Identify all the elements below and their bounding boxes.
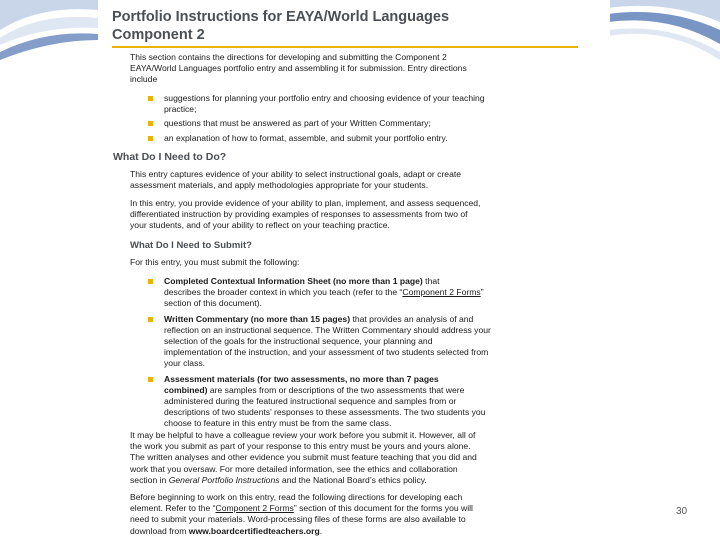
section1-paragraph-2 <box>130 198 600 232</box>
bold-text: Written Commentary (no more than 15 pages) <box>164 313 351 324</box>
website-link[interactable]: www.boardcertifiedteachers.org <box>188 525 320 536</box>
text-line: selection of the goals for the instructional sequence, your planning and <box>164 336 433 347</box>
section-heading-what-to-do: What Do I Need to Do? <box>113 151 227 163</box>
text-line: reflection on an instructional sequence. The Written Commentary should address your <box>164 324 491 335</box>
bold-text: combined) <box>164 384 208 395</box>
text-span: element. Refer to the “ <box>130 503 216 514</box>
text-line: need to submit your materials. Word-processing files of these forms are also available to <box>130 514 466 525</box>
text-line: EAYA/World Languages portfolio entry and assembling it for submission. Entry directions <box>130 63 467 74</box>
text-span: ” <box>480 287 484 298</box>
bullet-square-icon <box>148 377 153 382</box>
text-line: your students, and of your ability to reflect on your teaching practice. <box>130 220 390 231</box>
text-line: This entry captures evidence of your ability to select instructional goals, adapt or create <box>130 169 462 179</box>
section1-paragraph-1 <box>130 169 600 191</box>
list-item <box>146 314 606 370</box>
text-line <box>164 314 606 325</box>
bullet-square-icon <box>148 96 153 101</box>
review-paragraph <box>130 430 605 486</box>
submit-bullet-list <box>146 276 606 430</box>
text-line <box>130 503 605 514</box>
bullet-square-icon <box>148 317 153 322</box>
text-line: In this entry, you provide evidence of your ability to plan, implement, and assess sequenced, <box>130 198 481 208</box>
title-line-2: Component 2 <box>112 27 205 43</box>
intro-bullet-list <box>146 93 606 144</box>
text-span: section in <box>130 474 169 485</box>
begin-paragraph <box>130 492 605 537</box>
text-span: that provides an analysis of and <box>350 313 474 324</box>
document-page <box>100 0 610 540</box>
slide-page-number: 30 <box>676 506 688 517</box>
text-line: suggestions for planning your portfolio entry and choosing evidence of your teaching <box>164 93 485 103</box>
text-line: section of this document). <box>164 298 262 309</box>
text-span: describes the broader context in which you teach (refer to the “ <box>164 287 403 298</box>
text-span: download from <box>130 525 189 536</box>
text-line: practice; <box>164 104 197 115</box>
title-rule <box>112 46 578 48</box>
text-line: It may be helpful to have a colleague review your work before you submit it. However, all of <box>130 430 476 440</box>
text-line <box>164 385 606 396</box>
text-line <box>164 287 606 298</box>
list-item <box>146 118 606 129</box>
text-line: your class. <box>164 358 206 369</box>
text-line <box>164 276 606 287</box>
text-line: an explanation of how to format, assemble, and submit your portfolio entry. <box>164 132 448 143</box>
bold-text: Completed Contextual Information Sheet (no more than 1 page) <box>164 276 423 286</box>
list-item <box>146 93 606 115</box>
text-line <box>130 526 605 537</box>
text-line: This section contains the directions for developing and submitting the Component 2 <box>130 52 447 62</box>
component-2-forms-link[interactable]: Component 2 Forms <box>215 503 294 514</box>
bullet-square-icon <box>148 121 153 126</box>
intro-paragraph <box>130 52 600 86</box>
slide-corner-decoration-right <box>608 0 720 72</box>
section2-lead: For this entry, you must submit the following: <box>130 257 300 267</box>
text-line: questions that must be answered as part of your Written Commentary; <box>164 118 431 129</box>
text-line: choose to feature in this entry must be from the same class. <box>164 418 392 429</box>
text-span: ” section of this document for the forms you will <box>293 503 473 514</box>
list-item <box>146 276 606 310</box>
slide-corner-decoration-left <box>0 0 98 72</box>
list-item <box>146 133 606 144</box>
text-span: that <box>422 276 440 286</box>
text-line: work that you oversaw. For more detailed information, see the ethics and collaboration <box>130 463 458 474</box>
text-line: administered during the featured instructional sequence and samples from or <box>164 396 457 407</box>
bullet-square-icon <box>148 136 153 141</box>
text-line <box>130 475 605 486</box>
title-line-1: Portfolio Instructions for EAYA/World Languages <box>112 9 450 25</box>
text-span: are samples from or descriptions of the two assessments that were <box>207 384 465 395</box>
text-line: differentiated instruction by providing examples of responses to assessments from two of <box>130 209 468 220</box>
page-title <box>112 8 582 44</box>
italic-text: General Portfolio Instructions <box>168 474 280 485</box>
text-span: and the National Board’s ethics policy. <box>279 474 427 485</box>
text-line: assessment materials, and apply methodologies appropriate for your students. <box>130 180 429 191</box>
bullet-square-icon <box>148 279 153 284</box>
text-line: Before beginning to work on this entry, read the following directions for developing each <box>130 492 463 502</box>
text-line: implementation of the instruction, and your assessment of two students selected from <box>164 347 489 358</box>
component-2-forms-link[interactable]: Component 2 Forms <box>402 287 481 298</box>
text-line: Assessment materials (for two assessments, no more than 7 pages <box>164 373 439 384</box>
section-heading-what-to-submit: What Do I Need to Submit? <box>130 240 252 251</box>
text-line: The written analyses and other evidence you submit must feature teaching that you did and <box>130 452 477 463</box>
text-line: the work you submit as part of your response to this entry must be yours and yours alone. <box>130 441 471 452</box>
text-line: descriptions of two students’ responses to these assessments. The two students you <box>164 407 486 418</box>
text-line: include <box>130 74 158 85</box>
list-item <box>146 374 606 430</box>
text-span: . <box>319 525 323 536</box>
